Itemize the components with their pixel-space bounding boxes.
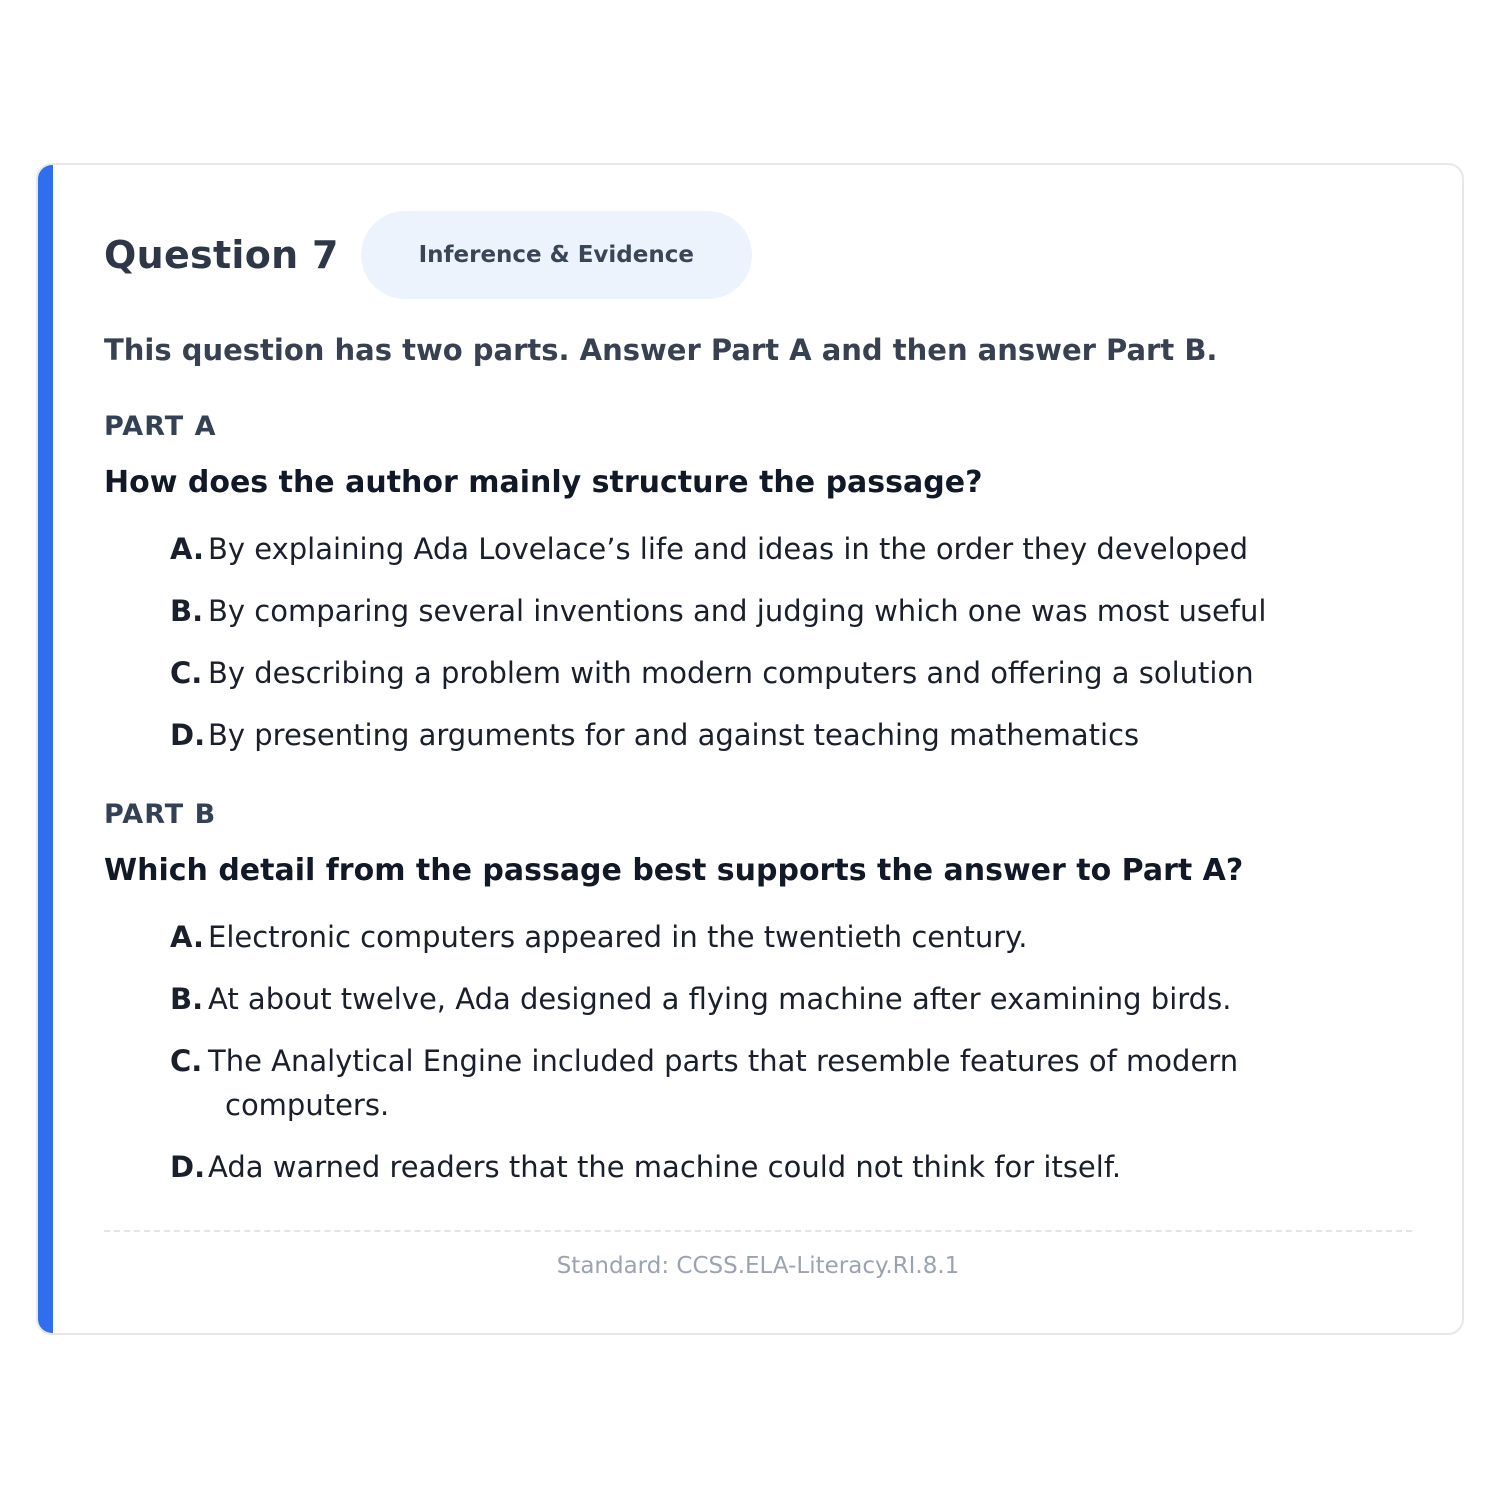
option-text: At about twelve, Ada designed a flying machine after examining birds. bbox=[208, 982, 1232, 1016]
part-a-options bbox=[170, 527, 1370, 757]
part-a-label: PART A bbox=[104, 411, 217, 442]
option-letter: D. bbox=[170, 718, 206, 752]
part-b-option-c[interactable] bbox=[170, 1039, 1370, 1127]
part-b-option-d[interactable] bbox=[170, 1145, 1370, 1189]
option-text: Ada warned readers that the machine could not think for itself. bbox=[208, 1150, 1122, 1184]
part-b-options bbox=[170, 915, 1370, 1189]
option-letter: C. bbox=[170, 656, 203, 690]
option-text: The Analytical Engine included parts that resemble features of modern computers. bbox=[208, 1044, 1239, 1122]
standard-label: Standard: CCSS.ELA-Literacy.RI.8.1 bbox=[556, 1253, 960, 1279]
part-a-option-d[interactable] bbox=[170, 713, 1370, 757]
part-a-prompt: How does the author mainly structure the passage? bbox=[104, 465, 983, 500]
option-text: By explaining Ada Lovelace’s life and ideas in the order they developed bbox=[208, 532, 1249, 566]
part-a-option-c[interactable] bbox=[170, 651, 1370, 695]
option-letter: D. bbox=[170, 1150, 206, 1184]
part-b-option-b[interactable] bbox=[170, 977, 1370, 1021]
footer-divider bbox=[104, 1230, 1412, 1232]
option-letter: A. bbox=[170, 532, 204, 566]
question-header bbox=[104, 211, 752, 299]
option-text: By comparing several inventions and judging which one was most useful bbox=[208, 594, 1267, 628]
option-letter: B. bbox=[170, 594, 204, 628]
option-letter: A. bbox=[170, 920, 204, 954]
part-b-prompt: Which detail from the passage best supports the answer to Part A? bbox=[104, 853, 1244, 888]
part-b-option-a[interactable] bbox=[170, 915, 1370, 959]
accent-bar bbox=[38, 165, 53, 1333]
part-a-option-b[interactable] bbox=[170, 589, 1370, 633]
skill-tag: Inference & Evidence bbox=[361, 211, 752, 299]
option-text: By describing a problem with modern computers and offering a solution bbox=[208, 656, 1254, 690]
question-card bbox=[36, 163, 1464, 1335]
option-letter: B. bbox=[170, 982, 204, 1016]
part-b-label: PART B bbox=[104, 799, 217, 830]
option-letter: C. bbox=[170, 1044, 203, 1078]
option-text: By presenting arguments for and against teaching mathematics bbox=[208, 718, 1140, 752]
option-text: Electronic computers appeared in the twentieth century. bbox=[208, 920, 1028, 954]
question-instructions: This question has two parts. Answer Part A and then answer Part B. bbox=[104, 333, 1218, 367]
question-title: Question 7 bbox=[104, 233, 339, 277]
part-a-option-a[interactable] bbox=[170, 527, 1370, 571]
